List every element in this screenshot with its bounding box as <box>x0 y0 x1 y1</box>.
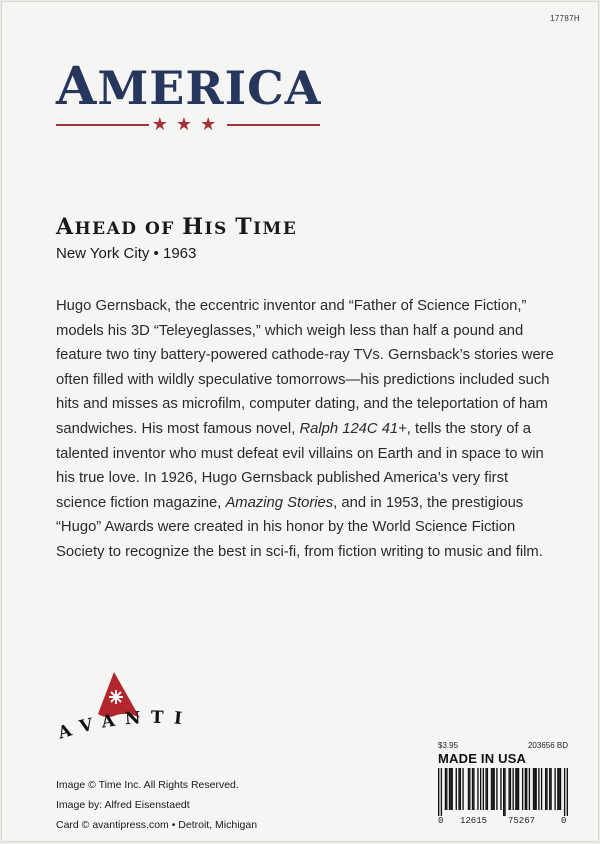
barcode-bar <box>491 768 492 810</box>
barcode-bar <box>472 768 473 810</box>
body-part-1: Hugo Gernsback, the eccentric inventor and “Father of Science Fiction,” models his 3D “Teleyeglasses,” which weigh less than half a pound and feature two tiny battery-powered cathode-ray TVs. Gernsback’s stories were often filled with wildly speculative tomorrows—his predictions included such hits and misses as microfilm, computer dating, and the teleportation of ham sandwiches. His most famous novel, <box>56 298 554 437</box>
barcode-bar <box>458 768 459 810</box>
body-part-3: , and in 1953, the prestigious “Hugo” Awards were created in his honor by the World Science Fiction Society to recognize the best in sci-fi, from fiction writing to music and film. <box>56 494 543 560</box>
rule-right <box>227 124 320 126</box>
card-credit: Card © avantipress.com • Detroit, Michigan <box>56 819 258 831</box>
barcode-bar <box>533 768 534 810</box>
story-title-is: IS <box>204 219 236 239</box>
made-in-usa: MADE IN USA <box>438 751 527 766</box>
barcode-bar <box>557 768 558 810</box>
barcode-bar <box>546 768 547 810</box>
barcode-digits-right: 75267 <box>508 816 536 826</box>
barcode-bar <box>480 768 481 810</box>
barcode-digit-first: 0 <box>438 816 444 826</box>
barcode-bar <box>536 768 537 810</box>
barcode-bar <box>449 768 450 810</box>
barcode-digits <box>438 816 568 828</box>
barcode-bar <box>492 768 493 810</box>
rule-left <box>56 124 149 126</box>
barcode-bar <box>567 768 568 816</box>
barcode-bar <box>494 768 495 810</box>
sku: 203656 BD <box>527 741 568 750</box>
barcode-bar <box>456 768 457 810</box>
barcode-bar <box>541 768 542 810</box>
location: New York City <box>56 245 150 262</box>
barcode-bar <box>450 768 451 810</box>
product-code: 17787H <box>550 14 580 23</box>
story-title-rest: HEAD OF <box>74 219 183 239</box>
barcode-bar <box>508 768 509 810</box>
barcode-bar <box>526 768 527 810</box>
price: $3.95 <box>438 741 459 750</box>
barcode-bar <box>559 768 560 810</box>
story-title-a1: A <box>56 214 75 240</box>
barcode-digit-last: 0 <box>561 816 567 826</box>
barcode-bar <box>538 768 539 810</box>
barcode-bar <box>522 768 523 810</box>
barcode-top-row <box>438 741 568 750</box>
barcode-bar <box>496 768 497 810</box>
avanti-wordmark <box>52 705 222 745</box>
barcode-digits-left: 12615 <box>460 816 488 826</box>
barcode-bar <box>462 768 463 810</box>
barcode-bar <box>550 768 551 810</box>
barcode-bar <box>518 768 519 810</box>
barcode-bar <box>503 768 504 816</box>
barcode-bar <box>441 768 442 816</box>
barcode-bar <box>529 768 530 810</box>
story-title <box>56 214 297 240</box>
brand-title-rest: MERICA <box>97 61 322 115</box>
card-back <box>1 1 599 842</box>
star-icons: ★★★ <box>151 114 225 134</box>
barcode-bar <box>510 768 511 810</box>
barcode-bar <box>525 768 526 810</box>
story-title-t: T <box>235 214 254 240</box>
avanti-logo <box>52 670 222 745</box>
barcode-bar <box>477 768 478 810</box>
barcode-bar <box>517 768 518 810</box>
barcode-bar <box>534 768 535 810</box>
story-title-source <box>2 2 3 3</box>
barcode-bars <box>438 768 568 816</box>
barcode-bar <box>487 768 488 810</box>
brand-heading <box>56 56 322 134</box>
barcode-bar <box>468 768 469 810</box>
barcode-bar <box>512 768 513 810</box>
story-title-h: H <box>182 214 205 240</box>
svg-text:AVANTI <box>55 708 193 744</box>
barcode-bar <box>549 768 550 810</box>
barcode-bar <box>500 768 501 810</box>
barcode-block <box>438 741 568 828</box>
brand-rule <box>56 114 320 134</box>
story-title-ime: IME <box>253 219 298 239</box>
barcode-bar <box>469 768 470 810</box>
barcode-bar <box>445 768 446 810</box>
story-body <box>56 294 556 565</box>
location-line <box>56 245 196 262</box>
brand-title <box>56 56 322 117</box>
year: 1963 <box>162 245 197 262</box>
barcode-bar <box>452 768 453 810</box>
barcode-bar <box>446 768 447 810</box>
separator-dot: • <box>153 245 159 262</box>
image-rights: Image © Time Inc. All Rights Reserved. <box>56 779 239 791</box>
barcode-bar <box>554 768 555 810</box>
body-part-2: , tells the story of a talented inventor who must defeat evil villains on Earth and in space to win his true love. In 1926, Hugo Gernsback published America’s very first science fiction magazine, <box>56 420 544 511</box>
barcode-bar <box>438 768 439 816</box>
avanti-wordmark-text: AVANTI <box>55 707 193 744</box>
barcode-bar <box>504 768 505 816</box>
barcode-bar <box>473 768 474 810</box>
barcode-bar <box>515 768 516 810</box>
novel-title: Ralph 124C 41+ <box>299 420 407 437</box>
brand-title-initial: A <box>56 56 98 117</box>
image-by: Image by: Alfred Eisenstaedt <box>56 799 190 811</box>
credits <box>56 775 257 835</box>
magazine-title: Amazing Stories <box>225 494 334 511</box>
barcode-bar <box>564 768 565 816</box>
barcode-bar <box>483 768 484 810</box>
barcode-bar <box>460 768 461 810</box>
logo-star-icon <box>109 690 123 704</box>
barcode-bar <box>560 768 561 810</box>
barcode-bar <box>545 768 546 810</box>
barcode-bar <box>485 768 486 810</box>
